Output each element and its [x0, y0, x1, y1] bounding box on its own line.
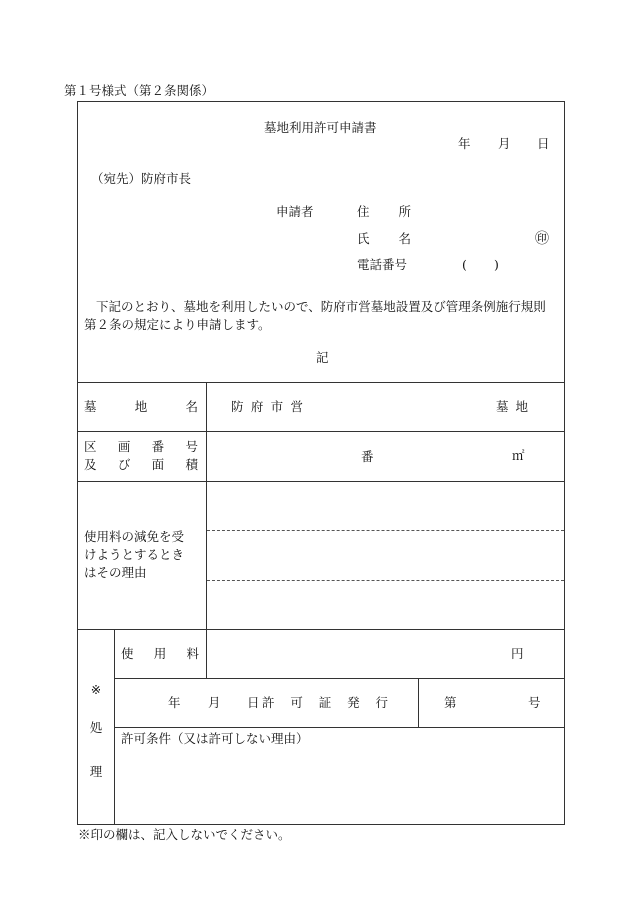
record-mark: 記 [316, 350, 329, 365]
request-body-line-1: 下記のとおり、墓地を利用したいので、防府市営墓地設置及び管理条例施行規則 [96, 299, 546, 314]
reduction-reason-label-line-2: けようとするとき [84, 547, 185, 562]
request-body-line-2: 第２条の規定により申請します。 [84, 317, 271, 332]
permit-issue-year: 年 [168, 695, 181, 710]
phone-label: 電話番号 [357, 257, 408, 272]
date-year-label: 年 [458, 136, 471, 151]
fee-column-divider [206, 629, 207, 679]
row-divider [77, 431, 565, 432]
frame-top-border [77, 101, 565, 102]
permit-number-prefix: 第 [444, 695, 457, 710]
cemetery-name-prefix: 防 府 市 営 [231, 399, 303, 414]
row-divider [114, 727, 565, 728]
reason-dashed-line [207, 580, 564, 581]
addressee: （宛先）防府市長 [91, 171, 192, 186]
processing-label-char: 理 [89, 764, 103, 779]
footnote: ※印の欄は、記入しないでください。 [78, 827, 291, 842]
frame-right-border [564, 101, 565, 825]
row-divider [77, 629, 565, 630]
plot-number-unit: 番 [361, 449, 374, 464]
row-divider [77, 481, 565, 482]
reduction-reason-label-line-3: はその理由 [84, 565, 147, 580]
phone-open-paren: ( [462, 257, 467, 272]
form-title: 墓地利用許可申請書 [264, 120, 377, 135]
fee-unit: 円 [511, 646, 524, 661]
cemetery-name-label: 墓 地 名 [84, 399, 198, 414]
permit-issue-month: 月 [208, 695, 221, 710]
permit-conditions-label: 許可条件（又は許可しない理由） [121, 731, 309, 746]
fee-label: 使 用 料 [121, 646, 199, 661]
processing-marker: ※ [90, 682, 102, 697]
label-column-divider [206, 382, 207, 630]
form-number-label: 第１号様式（第２条関係） [64, 83, 215, 98]
frame-bottom-border [77, 824, 565, 825]
plot-area-unit: ㎡ [512, 448, 525, 463]
reduction-reason-label-line-1: 使用料の減免を受 [84, 529, 185, 544]
permit-number-suffix: 号 [528, 695, 541, 710]
plot-number-label: 区 画 番 号 [84, 439, 198, 454]
date-day-label: 日 [537, 136, 550, 151]
frame-left-border [77, 101, 78, 825]
permit-number-divider [418, 678, 419, 728]
row-divider [114, 678, 565, 679]
applicant-label: 申請者 [276, 204, 314, 219]
plot-area-label: 及 び 面 積 [84, 457, 198, 472]
reason-dashed-line [207, 530, 564, 531]
seal-mark: ㊞ [535, 231, 549, 247]
processing-label-char: 処 [89, 720, 103, 735]
permit-issue-label: 許 可 証 発 行 [262, 695, 388, 710]
row-divider [77, 382, 565, 383]
name-label: 氏 名 [357, 231, 411, 246]
cemetery-name-suffix: 墓 地 [496, 399, 528, 414]
permit-issue-day: 日 [247, 695, 260, 710]
processing-column-divider [114, 629, 115, 825]
address-label: 住 所 [357, 204, 411, 219]
date-month-label: 月 [498, 136, 511, 151]
phone-close-paren: ) [494, 257, 499, 272]
